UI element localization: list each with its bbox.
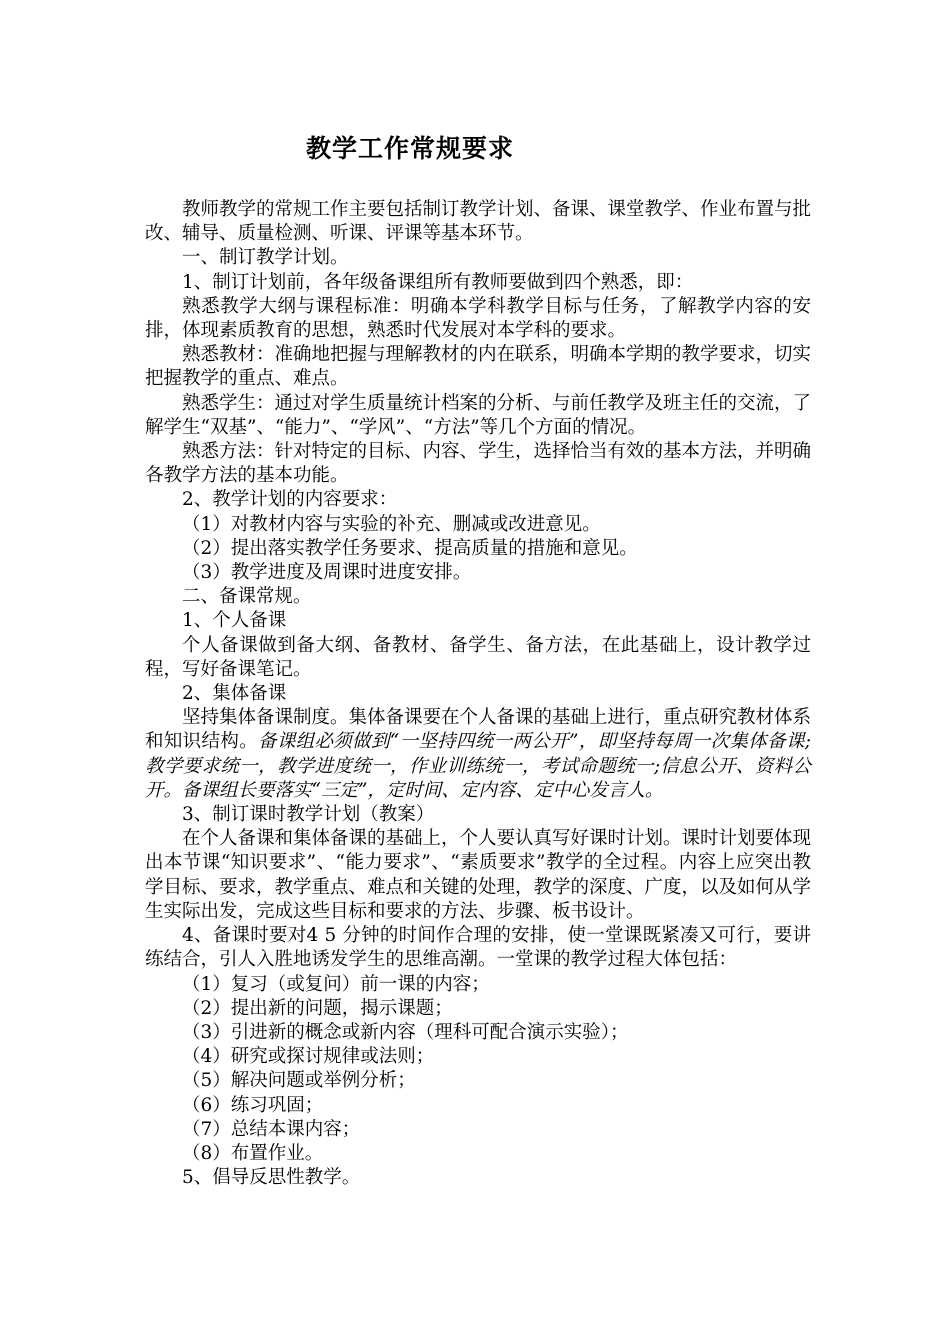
list-item-process-1: （1）复习（或复问）前一课的内容； — [182, 973, 490, 995]
paragraph-collective-prep — [145, 706, 811, 803]
paragraph-familiar-students: 熟悉学生：通过对学生质量统计档案的分析、与前任教学及班主任的交流，了解学生“双基”、“能力”、“学风”、“方法”等几个方面的情况。 — [145, 392, 812, 438]
paragraph-familiar-syllabus: 熟悉教学大纲与课程标准：明确本学科教学目标与任务，了解教学内容的安排，体现素质教育的思想，熟悉时代发展对本学科的要求。 — [145, 295, 811, 342]
list-item-plan-3: （3）教学进度及周课时进度安排。 — [182, 562, 472, 584]
paragraph-lesson-plan: 在个人备课和集体备课的基础上，个人要认真写好课时计划。课时计划要体现出本节课“知识要求”、“能力要求”、“素质要求”教学的全过程。内容上应突出教学目标、要求，教学重点、难点和关键的处理，教学的深度、广度，以及如何从学生实际出发，完成这些目标和要求的方法、步骤、板书设计。 — [145, 828, 812, 922]
paragraph-familiar-methods: 熟悉方法：针对特定的目标、内容、学生，选择恰当有效的基本方法，并明确各教学方法的基本功能。 — [145, 441, 812, 487]
list-item-process-7: （7）总结本课内容； — [182, 1118, 361, 1140]
heading-lesson-plan: 3、制订课时教学计划（教案） — [182, 804, 435, 826]
list-item-process-4: （4）研究或探讨规律或法则； — [182, 1046, 435, 1068]
list-item-process-6: （6）练习巩固； — [182, 1094, 324, 1116]
heading-section-2: 二、备课常规。 — [182, 586, 312, 608]
paragraph-familiar-textbook: 熟悉教材：准确地把握与理解教材的内在联系，明确本学期的教学要求，切实把握教学的重点、难点。 — [145, 344, 812, 390]
heading-section-1: 一、制订教学计划。 — [182, 247, 349, 269]
heading-collective-prep: 2、集体备课 — [182, 683, 287, 705]
paragraph-time-arrangement: 4、备课时要对4 5 分钟的时间作合理的安排，使一堂课既紧凑又可行，要讲练结合，引人入胜地诱发学生的思维高潮。一堂课的教学过程大体包括： — [145, 925, 811, 971]
list-item-process-8: （8）布置作业。 — [182, 1142, 324, 1164]
list-item-process-3: （3）引进新的概念或新内容（理科可配合演示实验）； — [182, 1021, 629, 1043]
document-title: 教学工作常规要求 — [305, 134, 514, 163]
list-item-plan-1: （1）对教材内容与实验的补充、删减或改进意见。 — [182, 513, 601, 535]
list-item-process-2: （2）提出新的问题，揭示课题； — [182, 997, 453, 1019]
list-item-plan-2: （2）提出落实教学任务要求、提高质量的措施和意见。 — [182, 537, 638, 559]
collective-prep-normal-text: 坚持集体备课制度。集体备课要在个人备课的基础上进行，重点研究教材体系和知识结构。 — [145, 707, 812, 753]
heading-plan-content: 2、教学计划的内容要求： — [182, 489, 398, 511]
paragraph-intro: 教师教学的常规工作主要包括制订教学计划、备课、课堂教学、作业布置与批改、辅导、质量检测、听课、评课等基本环节。 — [145, 199, 812, 245]
paragraph-four-familiar: 1、制订计划前，各年级备课组所有教师要做到四个熟悉，即： — [182, 271, 694, 293]
heading-individual-prep: 1、个人备课 — [182, 610, 287, 632]
heading-reflective-teaching: 5、倡导反思性教学。 — [182, 1167, 361, 1189]
list-item-process-5: （5）解决问题或举例分析； — [182, 1070, 416, 1092]
paragraph-individual-prep: 个人备课做到备大纲、备教材、备学生、备方法，在此基础上，设计教学过程，写好备课笔记。 — [145, 634, 811, 680]
document-body — [145, 198, 811, 1190]
collective-prep-italic-text: 备课组必须做到“一坚持四统一两公开”，即坚持每周一次集体备课;教学要求统一，教学进度统一，作业训练统一，考试命题统一;信息公开、资料公开。备课组长要落实“三定”，定时间、定内容、定中心发言人。 — [145, 731, 811, 801]
